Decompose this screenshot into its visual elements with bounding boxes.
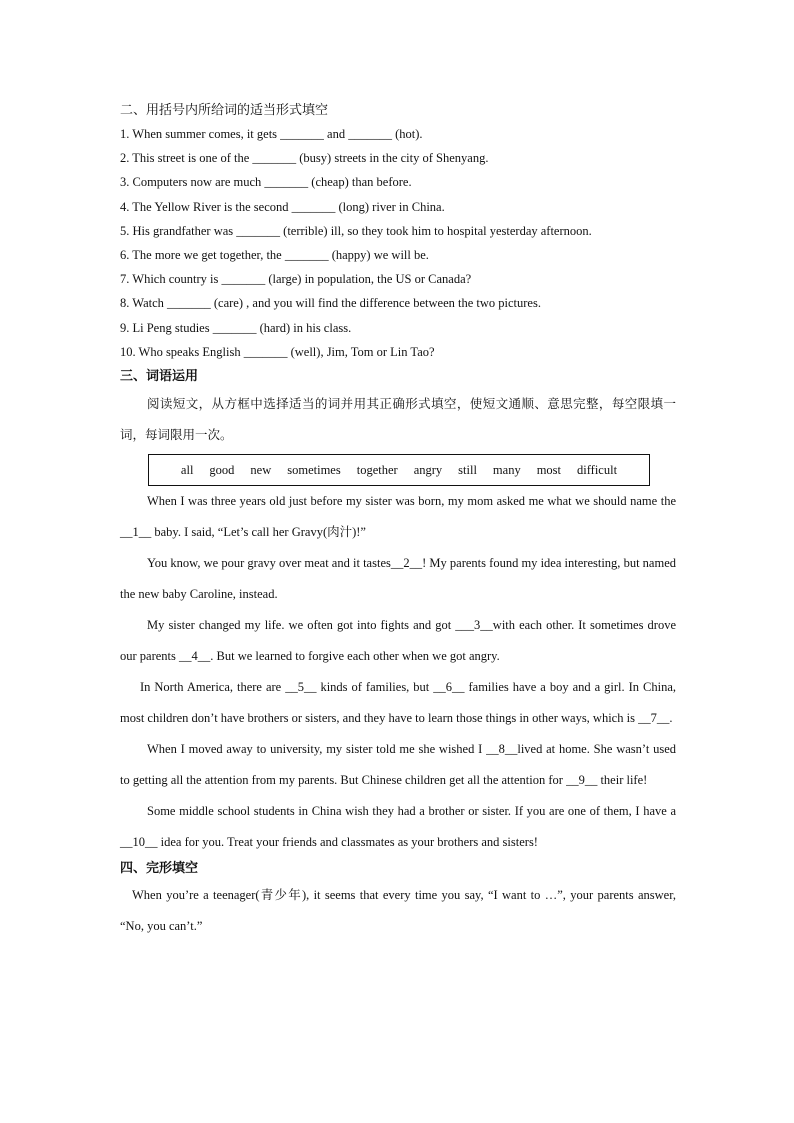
question-9: 9. Li Peng studies _______ (hard) in his class. bbox=[120, 320, 352, 335]
word-box-item: angry bbox=[413, 462, 443, 477]
word-box-item: many bbox=[492, 462, 521, 477]
word-box bbox=[148, 454, 650, 486]
question-1: 1. When summer comes, it gets _______ and _______ (hot). bbox=[120, 127, 423, 141]
section-2-title: 二、用括号内所给词的适当形式填空 bbox=[120, 103, 329, 118]
document-content bbox=[120, 100, 676, 942]
question-6: 6. The more we get together, the _______ (happy) we will be. bbox=[120, 248, 429, 263]
passage-paragraph-5: When I moved away to university, my sister told me she wished I __8__lived at home. She wasn’t used to getting all the attention from my parents. But Chinese children get all the attention for __9__ their life! bbox=[120, 742, 676, 788]
passage-paragraph-4: In North America, there are __5__ kinds of families, but __6__ families have a boy and a girl. In China, most children don’t have brothers or sisters, and they have to learn those things in other ways, which is __7__. bbox=[120, 680, 676, 726]
word-box-item: most bbox=[536, 462, 562, 477]
word-box-item: all bbox=[180, 462, 194, 477]
section-4-title: 四、完形填空 bbox=[120, 861, 199, 877]
word-box-item: together bbox=[356, 462, 398, 477]
word-box-item: sometimes bbox=[287, 462, 341, 477]
question-4: 4. The Yellow River is the second _______ (long) river in China. bbox=[120, 199, 445, 214]
question-10: 10. Who speaks English _______ (well), Jim, Tom or Lin Tao? bbox=[120, 344, 435, 359]
section-3-title: 三、词语运用 bbox=[120, 369, 199, 385]
question-8: 8. Watch _______ (care) , and you will find the difference between the two pictures. bbox=[120, 296, 541, 311]
word-box-item: still bbox=[458, 462, 477, 477]
word-box-item: new bbox=[250, 462, 272, 477]
question-3: 3. Computers now are much _______ (cheap) than before. bbox=[120, 175, 412, 190]
section-3-instructions: 阅读短文，从方框中选择适当的词并用其正确形式填空，使短文通顺、意思完整，每空限填一词，每词限用一次。 bbox=[120, 396, 676, 443]
question-2: 2. This street is one of the _______ (busy) streets in the city of Shenyang. bbox=[120, 151, 489, 166]
section-2-questions bbox=[120, 122, 676, 364]
cloze-paragraph-1: When you’re a teenager(青少年), it seems that every time you say, “I want to …”, your parents answer, “No, you can’t.” bbox=[120, 888, 676, 934]
word-box-item: good bbox=[209, 462, 235, 477]
question-7: 7. Which country is _______ (large) in population, the US or Canada? bbox=[120, 272, 472, 287]
passage-paragraph-6: Some middle school students in China wish they had a brother or sister. If you are one of them, I have a __10__ idea for you. Treat your friends and classmates as your brothers and sisters! bbox=[120, 804, 676, 850]
passage-paragraph-1: When I was three years old just before my sister was born, my mom asked me what we should name the __1__ baby. I said, “Let’s call her Gravy(肉汁)!” bbox=[120, 494, 676, 540]
passage-paragraph-3: My sister changed my life. we often got into fights and got ___3__with each other. It sometimes drove our parents __4__. But we learned to forgive each other when we got angry. bbox=[120, 618, 676, 664]
question-5: 5. His grandfather was _______ (terrible) ill, so they took him to hospital yesterday afternoon. bbox=[120, 223, 592, 238]
passage-paragraph-2: You know, we pour gravy over meat and it tastes__2__! My parents found my idea interesting, but named the new baby Caroline, instead. bbox=[120, 556, 676, 602]
word-box-item: difficult bbox=[577, 462, 618, 477]
